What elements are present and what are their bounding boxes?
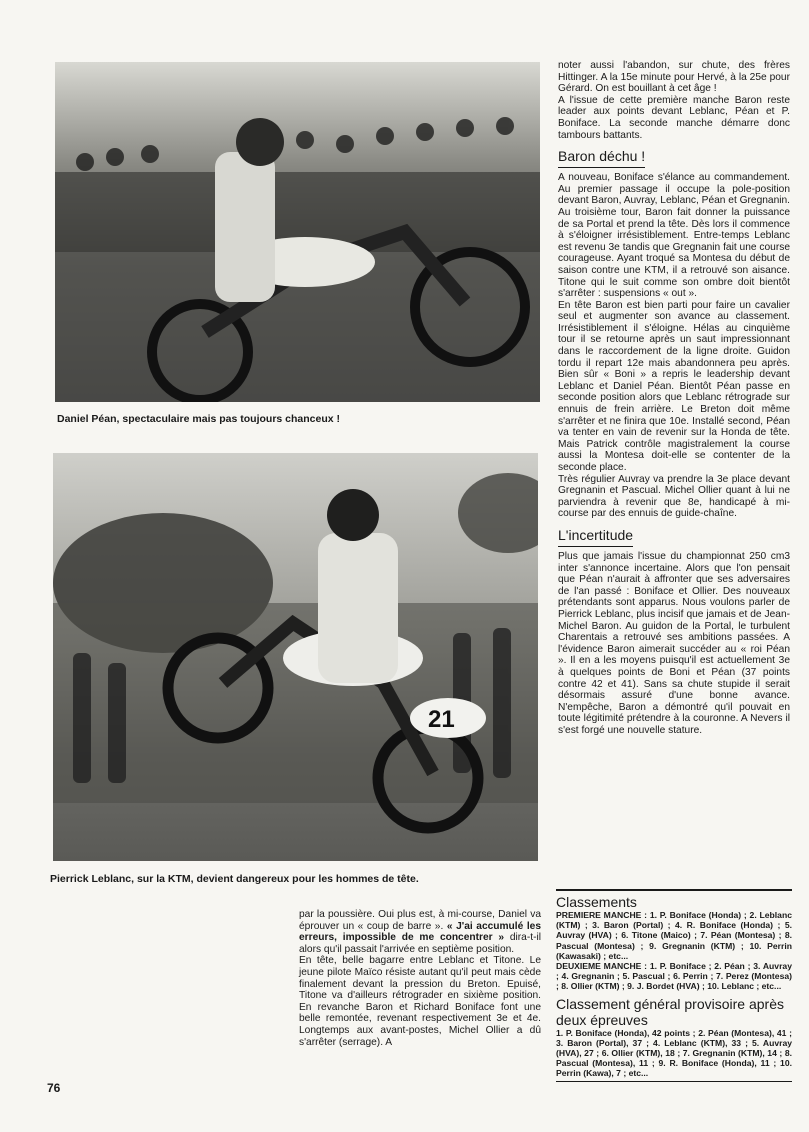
middle-paragraph-1 (299, 909, 541, 955)
right-paragraph-2: Au troisième tour, Baron fait donner la puissance de sa Portal et prend la tête. Dès lors il commence à s'éloigner irrésistiblement. Entre-temps Leblanc est revenu 3e tandis que Gregnanin fait une course courageuse. Ayant troqué sa Montesa du début de saison contre une KTM, il a retrouvé son aisance. Titone qui le suit comme son ombre doit bientôt s'arrêter : suspensions « out ». (558, 206, 790, 300)
right-paragraph-1: A nouveau, Boniface s'élance au commandement. Au premier passage il occupe la pole-position devant Baron, Auvray, Leblanc, Péan et Gregnanin. (558, 172, 791, 207)
right-column (558, 60, 790, 736)
results-top-rule (556, 889, 792, 891)
photo1-caption: Daniel Péan, spectaculaire mais pas toujours chanceux ! (57, 413, 341, 425)
results-box (556, 886, 792, 1082)
middle-column (299, 909, 541, 1048)
photo2-caption: Pierrick Leblanc, sur la KTM, devient dangereux pour les hommes de tête. (50, 873, 419, 885)
results-general: 1. P. Boniface (Honda), 42 points ; 2. Péan (Montesa), 41 ; 3. Baron (Portal), 37 ; 4. Leblanc (KTM), 33 ; 5. Auvray (HVA), 27 ; 6. Ollier (KTM), 18 ; 7. Gregnanin (KTM), 14 ; 8. Pascual (Montesa), 11 ; 9. R. Boniface (Honda), 11 ; 10. Perrin (Kawa), 7 ; etc... (556, 1027, 792, 1079)
heading-baron-dechu: Baron déchu ! (558, 147, 645, 168)
results-title: Classements (556, 894, 637, 910)
right-paragraph-3: En tête Baron est bien parti pour faire un cavalier seul et augmenter son avance au classement. Irrésistiblement il s'éloigne. Hélas au cinquième tour il se retourne après un saut impressionnant dans le raccordement de la ligne droite. Guidon tordu il repart 12e mais abandonnera peu après. Bien sûr « Boni » a repris le leadership devant Leblanc et Daniel Péan. Bientôt Péan passe en seconde position alors que Leblanc rétrograde sur ennuis de frein arrière. Le Breton doit même s'arrêter et ne finira que 10e. Installé second, Péan va tenter en vain de revenir sur la Honda de tête. Mais Patrick contrôle magistralement la course aussi la Montesa doit-elle se contenter de la seconde place. (558, 299, 790, 473)
results-manche-1: PREMIERE MANCHE : 1. P. Boniface (Honda) ; 2. Leblanc (KTM) ; 3. Baron (Portal) ; 4. R. Boniface (Honda) ; 5. Auvray (HVA) ; 6. Titone (Maico) ; 7. Péan (Montesa) ; 8. Pascual (Montesa) ; 9. Gregnanin (KTM) ; 10. Perrin (Kawasaki) ; etc... (556, 910, 792, 961)
photo-daniel-pean (55, 62, 540, 402)
general-title: Classement général provisoire après deux épreuves (556, 995, 784, 1028)
middle-text-1b: dira-t-il alors qu'il passait l'arrivée en septième position. (299, 932, 541, 955)
quote: « J'ai accumulé les erreurs, impossible de me concentrer » (299, 920, 541, 944)
bike-number: 21 (428, 706, 455, 733)
right-paragraph-4: Très régulier Auvray va prendre la 3e place devant Gregnanin et Pascual. Michel Ollier quant à lui ne parviendra à revenir que 8e, handicapé à mi-course par des ennuis de guide-chaîne. (558, 473, 790, 520)
results-manche-2: DEUXIEME MANCHE : 1. P. Boniface ; 2. Péan ; 3. Auvray ; 4. Gregnanin ; 5. Pascual ; 6. Perrin ; 7. Perez (Montesa) ; 8. Ollier (KTM) ; 9. J. Bordet (HVA) ; 10. Leblanc ; etc... (556, 961, 792, 992)
right-intro: noter aussi l'abandon, sur chute, des frères Hittinger. A la 15e minute pour Hervé, à la 25e pour Gérard. On est bouillant à cet âge ! (558, 60, 790, 95)
page-number: 76 (47, 1081, 61, 1095)
middle-text-1: par la poussière. Oui plus est, à mi-course, Daniel va éprouver un « coup de barre ». (299, 909, 541, 932)
middle-paragraph-2: En tête, belle bagarre entre Leblanc et Titone. Le jeune pilote Maïco résiste autant qu'il peut mais cède finalement devant la pression du Breton. Epuisé, Titone va d'ailleurs rétrograder en sixième position. En revanche Baron et Richard Boniface font une belle remontée, revenant respectivement 3e et 4e. Longtemps aux avant-postes, Michel Ollier a dû s'arrêter (serrage). A (299, 955, 541, 1048)
photo-pierrick-leblanc (53, 453, 538, 861)
right-intro-2: A l'issue de cette première manche Baron reste leader aux points devant Leblanc, Péan et P. Boniface. La seconde manche démarre donc tambours battants. (558, 94, 790, 141)
results-bottom-rule (556, 1081, 792, 1082)
heading-incertitude: L'incertitude (558, 526, 633, 547)
right-paragraph-5: Plus que jamais l'issue du championnat 250 cm3 inter s'annonce incertaine. Alors que l'on pensait que Péan n'aurait à affronter que ses adversaires de l'an passé : Boniface et Ollier. Des nouveaux prétendants sont apparus. Nous voulons parler de Pierrick Leblanc, plus incisif que jamais et de Jean-Michel Baron. Au guidon de la Portal, le turbulent Charentais a retrouvé ses ambitions passées. A l'évidence Baron aimerait succéder au « roi Péan ». Il en a les moyens puisqu'il est actuellement 3e à quelques points de Boni et Péan (37 points contre 42 et 41). Sans sa chute stupide il serait désormais assuré d'une bonne avance. N'empêche, Baron a démontré qu'il pouvait en toute légitimité prétendre à la couronne. A Nevers il s'est forgé une nouvelle stature. (558, 550, 790, 736)
